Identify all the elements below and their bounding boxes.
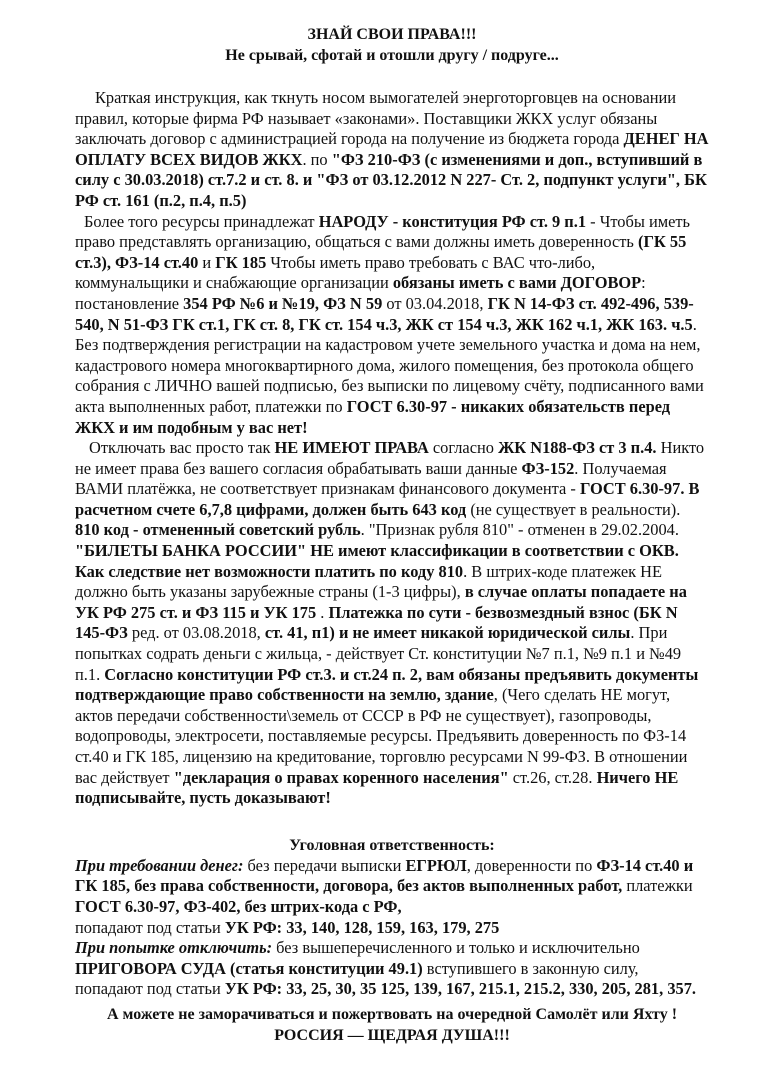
footer-line-1: А можете не заморачиваться и пожертвовать на очередной Самолёт или Яхту ! bbox=[106, 1005, 678, 1023]
text-run: и bbox=[198, 252, 216, 272]
disconnect-label: При попытке отключить: bbox=[75, 938, 273, 958]
bold-text-run: (ГК 55 ст.3), ФЗ-14 ст.40 bbox=[75, 232, 687, 272]
bold-text-run: ДЕНЕГ НА ОПЛАТУ ВСЕХ ВИДОВ ЖКХ bbox=[75, 129, 709, 169]
text-run: , доверенности по bbox=[466, 855, 597, 875]
text-run: Никто не имеет права без вашего согласия обрабатывать ваши данные bbox=[75, 438, 705, 478]
bold-text-run: ПРИГОВОРА СУДА (статья конституции 49.1) bbox=[75, 958, 423, 978]
text-run: - Чтобы иметь право представлять организацию, общаться с вами должны иметь доверенность bbox=[75, 211, 691, 252]
text-run: : постановление bbox=[75, 273, 646, 313]
bold-text-run: ЖК N188-ФЗ ст 3 п.4. bbox=[498, 438, 657, 458]
text-run: , (Чего сделать НЕ могут, актов передачи собственности\земель от СССР в РФ не существует), газопроводы, водопроводы, электросети, поставляемые ресурсы. Предъявить доверенность по ФЗ-14 ст.40 и ГК 185, лицензию на кредитование, торговлю ресурсами N 99-ФЗ. В отношении вас действует bbox=[75, 685, 688, 787]
bold-text-run: "БИЛЕТЫ БАНКА РОССИИ" НЕ имеют классификации в соответствии с ОКВ. Как следствие нет возможности платить по коду 810 bbox=[75, 541, 679, 581]
title-line-2: Не срывай, сфотай и отошли другу / подруге... bbox=[225, 47, 559, 64]
bold-text-run: ГОСТ 6.30-97, ФЗ-402, без штрих-кода с РФ, bbox=[75, 896, 402, 916]
text-run: . "Признак рубля 810" - отменен в 29.02.2004. bbox=[360, 520, 679, 540]
bold-text-run: Платежка по сути - безвозмездный взнос (БК N 145-ФЗ bbox=[75, 602, 678, 643]
demand-articles-prefix: попадают под статьи bbox=[75, 917, 225, 937]
bold-text-run: Согласно конституции РФ ст.3. и ст.24 п. 2, вам обязаны предъявить документы подтверждающие право собственности на землю, здание bbox=[75, 664, 699, 705]
criminal-demand-paragraph bbox=[75, 856, 709, 918]
bold-text-run: 810 код - отмененный советский рубль bbox=[75, 520, 361, 540]
bold-text-run: ГОСТ 6.30-97 - никаких обязательств перед ЖКХ и им подобным у вас нет! bbox=[75, 396, 671, 437]
text-run: . При попытках содрать деньги с жильца, - действует Ст. конституции №7 п.1, №9 п.1 и №49 п.1. bbox=[75, 623, 682, 684]
text-run: без передачи выписки bbox=[243, 855, 406, 875]
paragraph-disconnection bbox=[75, 438, 709, 809]
bold-text-run: ЕГРЮЛ bbox=[405, 855, 467, 875]
footer bbox=[75, 1004, 709, 1046]
criminal-disconnect-paragraph bbox=[75, 938, 709, 1000]
footer-line-2: РОССИЯ — ЩЕДРАЯ ДУША!!! bbox=[274, 1026, 510, 1044]
document-title bbox=[75, 24, 709, 66]
text-run: от 03.04.2018, bbox=[382, 293, 488, 313]
bold-text-run: 354 РФ №6 и №19, ФЗ N 59 bbox=[183, 293, 383, 313]
text-run: Более того ресурсы принадлежат bbox=[84, 211, 319, 231]
text-run: ст.26, ст.28. bbox=[508, 767, 597, 787]
title-line-1: ЗНАЙ СВОИ ПРАВА!!! bbox=[307, 26, 477, 43]
text-run: . bbox=[316, 602, 329, 622]
criminal-liability-title: Уголовная ответственность: bbox=[289, 836, 495, 854]
bold-text-run: Ничего НЕ подписывайте, пусть доказывают! bbox=[75, 767, 679, 808]
demand-label: При требовании денег: bbox=[75, 855, 244, 875]
bold-text-run: НАРОДУ - конституция РФ ст. 9 п.1 bbox=[318, 211, 587, 231]
bold-text-run: "декларация о правах коренного населения" bbox=[173, 767, 509, 787]
bold-text-run: ГК N 14-ФЗ ст. 492-496, 539-540, N 51-ФЗ ГК ст.1, ГК ст. 8, ГК ст. 154 ч.3, ЖК ст 154 ч.3, ЖК 162 ч.1, ЖК 163. ч.5 bbox=[75, 293, 694, 334]
bold-text-run: обязаны иметь с вами ДОГОВОР bbox=[392, 273, 642, 293]
demand-articles: УК РФ: 33, 140, 128, 159, 163, 179, 275 bbox=[224, 917, 500, 937]
bold-text-run: ст. 41, п1) и не имеет никакой юридической силы bbox=[264, 623, 631, 643]
text-run: . Без подтверждения регистрации на кадастровом учете земельного участка и дома на нем, кадастрового номера многоквартирного дома, жилого помещения, без протокола общего собрания с ЛИЧНО вашей подписью, без выписки по лицевому счёту, подписанного вами акта выполненных работ, платежки по bbox=[75, 314, 704, 416]
bold-text-run: ГОСТ 6.30-97. В расчетном счете 6,7,8 цифрами, должен быть 643 код bbox=[75, 479, 700, 519]
criminal-demand-articles bbox=[75, 918, 709, 939]
bold-text-run: ГК 185 bbox=[215, 252, 267, 272]
text-run: (не существует в реальности). bbox=[466, 499, 681, 519]
bold-text-run: ФЗ-152 bbox=[521, 458, 575, 478]
text-run: ред. от 03.08.2018, bbox=[127, 623, 265, 643]
bold-text-run: в случае оплаты попадаете на УК РФ 275 ст. и ФЗ 115 и УК 175 bbox=[75, 582, 687, 622]
bold-text-run: НЕ ИМЕЮТ ПРАВА bbox=[274, 438, 429, 458]
text-run: Краткая инструкция, как ткнуть носом вымогателей энерготорговцев на основании правил, которые фирма РФ называет «законами». Поставщики ЖКХ услуг обязаны заключать договор с администрацией города на получение из бюджета города bbox=[75, 88, 677, 149]
text-run: Чтобы иметь право требовать с ВАС что-либо, коммунальщики и снабжающие организации bbox=[75, 252, 596, 293]
text-run: . Получаемая ВАМИ платёжка, не соответствует признакам финансового документа - bbox=[75, 458, 667, 499]
bold-text-run: "ФЗ 210-ФЗ (с изменениями и доп., вступивший в силу с 30.03.2018) ст.7.2 и ст. 8. и "ФЗ от 03.12.2012 N 227- Ст. 2, подпункт услуги", БК РФ ст. 161 (п.2, п.4, п.5) bbox=[75, 149, 707, 210]
paragraph-resources bbox=[75, 212, 709, 439]
text-run: платежки bbox=[622, 876, 693, 896]
text-run: вступившего в законную силу, попадают под статьи bbox=[75, 958, 639, 999]
text-run: . В штрих-коде платежек НЕ должно быть указаны зарубежные страны (1-3 цифры), bbox=[75, 561, 663, 602]
text-run: . по bbox=[302, 149, 332, 169]
bold-text-run: УК РФ: 33, 25, 30, 35 125, 139, 167, 215.1, 215.2, 330, 205, 281, 357. bbox=[224, 979, 697, 999]
bold-text-run: ФЗ-14 ст.40 и ГК 185, без права собственности, договора, без актов выполненных работ, bbox=[75, 855, 694, 896]
text-run: согласно bbox=[428, 438, 499, 458]
text-run: Отключать вас просто так bbox=[89, 438, 275, 458]
text-run: без вышеперечисленного и только и исключительно bbox=[272, 938, 640, 958]
paragraph-intro bbox=[75, 88, 709, 212]
